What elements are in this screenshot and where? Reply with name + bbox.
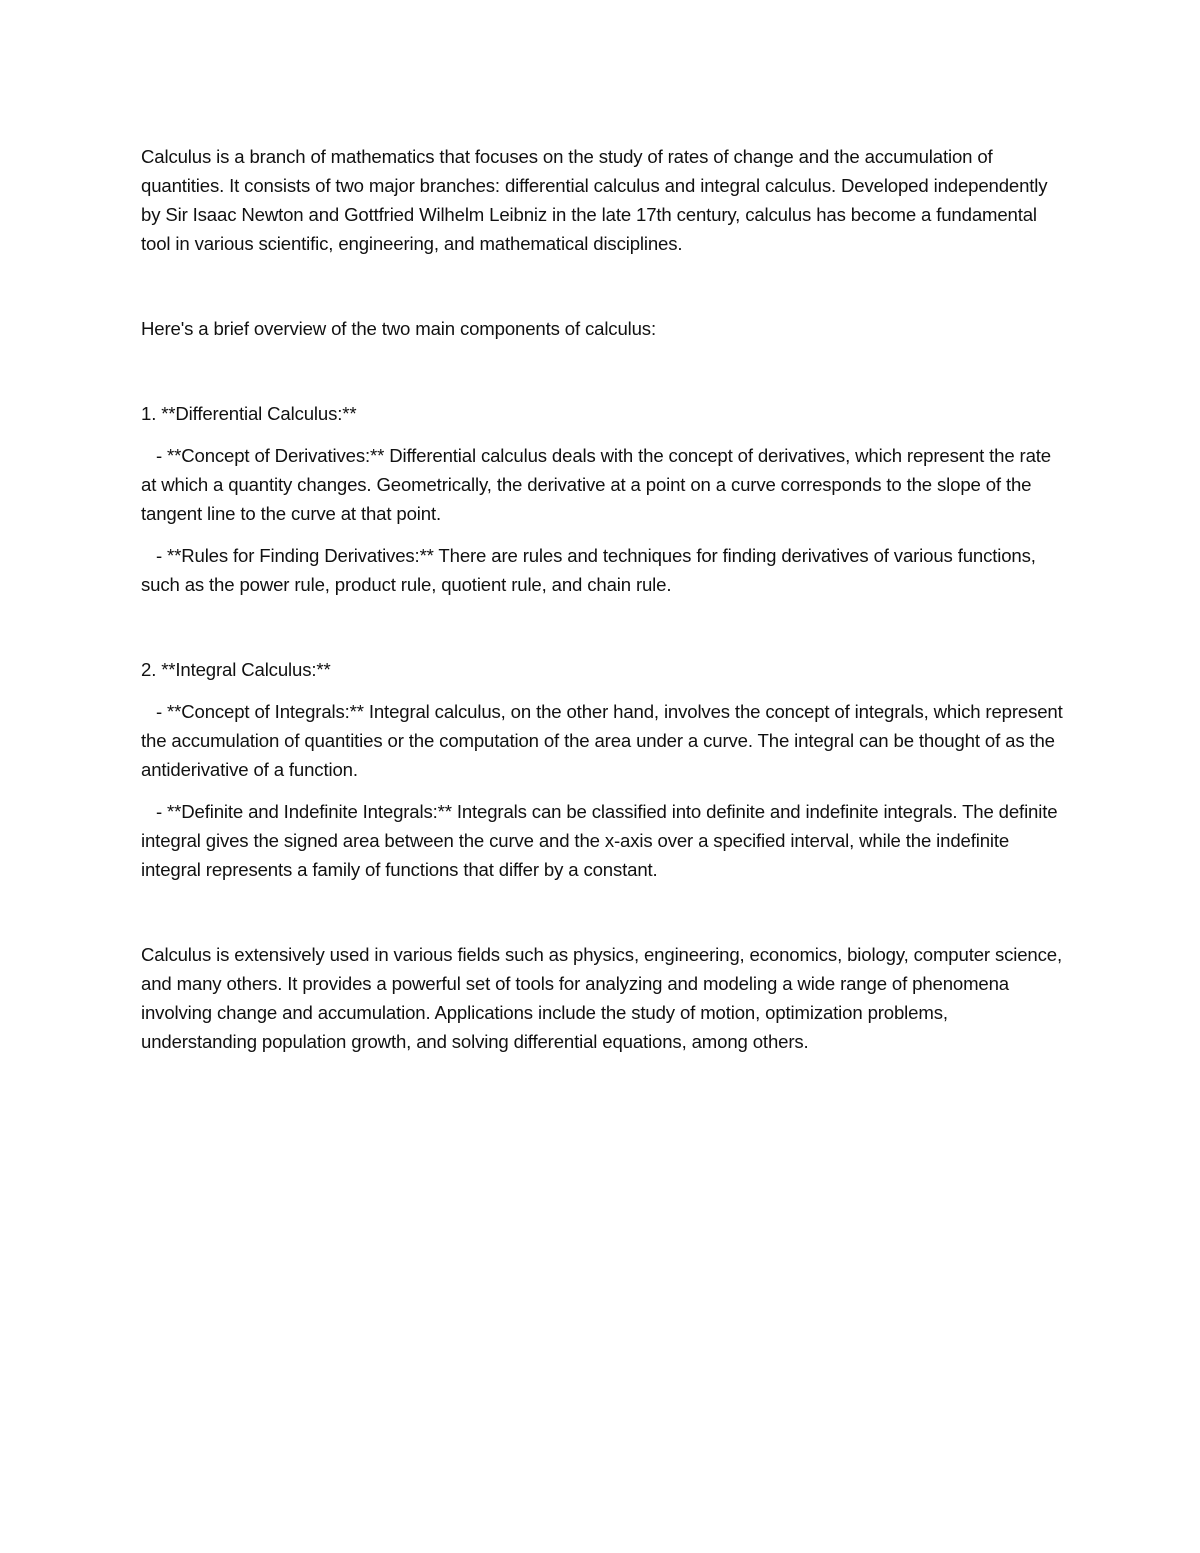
paragraph-spacer (141, 258, 1066, 314)
bullet-definite-indefinite-integrals: - **Definite and Indefinite Integrals:** Integrals can be classified into definite and indefinite integrals. The definite integral gives the signed area between the curve and the x-axis over a specified interval, while the indefinite integral represents a family of functions that differ by a constant. (141, 801, 1058, 880)
section-heading-differential: 1. **Differential Calculus:** (141, 403, 357, 424)
line-spacer (141, 784, 1066, 797)
bullet-rules-for-derivatives: - **Rules for Finding Derivatives:** There are rules and techniques for finding derivatives of various functions, such as the power rule, product rule, quotient rule, and chain rule. (141, 545, 1036, 595)
bullet-concept-of-integrals: - **Concept of Integrals:** Integral calculus, on the other hand, involves the concept of integrals, which represent the accumulation of quantities or the computation of the area under a curve. The integral can be thought of as the antiderivative of a function. (141, 701, 1063, 780)
line-spacer (141, 428, 1066, 441)
section-heading-integral: 2. **Integral Calculus:** (141, 659, 331, 680)
line-spacer (141, 684, 1066, 697)
overview-paragraph: Here's a brief overview of the two main components of calculus: (141, 318, 656, 339)
bullet-concept-of-derivatives: - **Concept of Derivatives:** Differential calculus deals with the concept of derivatives, which represent the rate at which a quantity changes. Geometrically, the derivative at a point on a curve corresponds to the slope of the tangent line to the curve at that point. (141, 445, 1051, 524)
conclusion-paragraph: Calculus is extensively used in various fields such as physics, engineering, economics, biology, computer science, and many others. It provides a powerful set of tools for analyzing and modeling a wide range of phenomena involving change and accumulation. Applications include the study of motion, optimization problems, understanding population growth, and solving differential equations, among others. (141, 944, 1062, 1052)
intro-paragraph: Calculus is a branch of mathematics that focuses on the study of rates of change and the accumulation of quantities. It consists of two major branches: differential calculus and integral calculus. Developed independently by Sir Isaac Newton and Gottfried Wilhelm Leibniz in the late 17th century, calculus has become a fundamental tool in various scientific, engineering, and mathematical disciplines. (141, 146, 1048, 254)
paragraph-spacer (141, 884, 1066, 940)
document-body (141, 142, 1066, 1056)
paragraph-spacer (141, 599, 1066, 655)
line-spacer (141, 528, 1066, 541)
paragraph-spacer (141, 343, 1066, 399)
